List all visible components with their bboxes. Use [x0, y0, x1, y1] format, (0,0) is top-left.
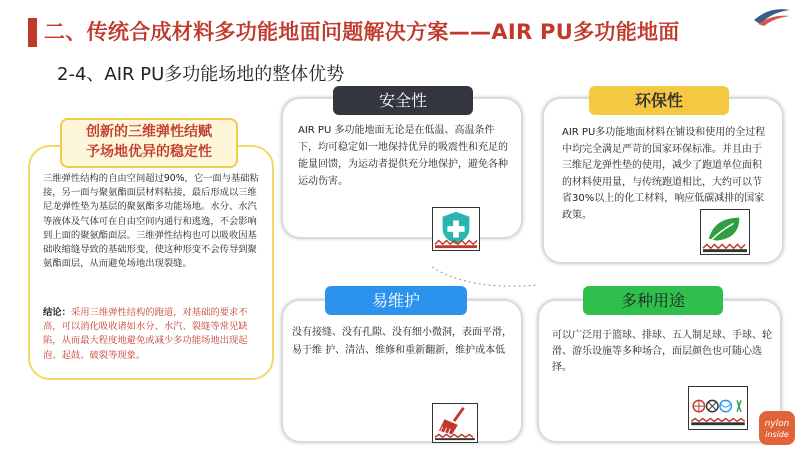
page-title: 二、传统合成材料多功能地面问题解决方案——AIR PU多功能地面: [44, 20, 680, 44]
safety-text: AIR PU 多功能地面无论是在低温、高温条件下，均可稳定如一地保持优异的吸震性和充足的能量回馈，为运动者提供充分地保护，避免各种运动伤害。: [298, 125, 508, 187]
logo-line1: nylon: [764, 419, 790, 429]
eco-tag: 环保性: [589, 86, 729, 115]
stability-conclusion: [43, 306, 265, 363]
nylon-inside-logo: [758, 410, 796, 446]
broom-icon: [432, 403, 478, 443]
stability-heading-line1: 创新的三维弹性结赋: [86, 124, 212, 140]
shield-cross-icon: [432, 207, 480, 251]
eco-text: AIR PU多功能地面材料在铺设和使用的全过程中均完全满足严苛的国家环保标准。并且由于三维尼龙弹性垫的使用，减少了跑道单位面积的材料使用量，与传统跑道相比，大约可以节省30%以上的化工材料，响应低碳减排的国家政策。: [562, 127, 766, 221]
conclusion-label: 结论: [43, 307, 62, 318]
maintenance-tag: 易维护: [325, 286, 467, 315]
stability-heading-line2: 予场地优异的稳定性: [86, 144, 212, 160]
safety-tag: 安全性: [333, 86, 473, 115]
page-subtitle: 2-4、AIR PU多功能场地的整体优势: [57, 64, 345, 85]
usage-tag: 多种用途: [583, 286, 723, 315]
maintenance-text: 没有接缝、没有孔隙、没有细小微洞，表面平滑，易于维 护、清洁、维修和重新翻新，维护成本低: [292, 327, 512, 356]
sports-balls-icon: [688, 386, 748, 430]
conclusion-text: 采用三维弹性结构的跑道，对基础的要求不高，可以消化吸收诸如水分、水汽、裂缝等常见缺陷，从而最大程度地避免或减少多功能场地出现起泡、起鼓、破裂等现象。: [43, 307, 248, 361]
title-accent-bar: [28, 18, 37, 47]
usage-text: 可以广泛用于篮球、排球、五人制足球、手球、轮滑、游乐设施等多种场合，面层颜色也可随心选择。: [552, 330, 772, 373]
stability-heading: [60, 122, 238, 162]
maintenance-card: [282, 300, 522, 442]
corner-decoration-icon: [752, 4, 792, 26]
logo-line2: inside: [765, 430, 789, 439]
conclusion-colon: ：: [61, 307, 71, 318]
leaf-icon: [700, 209, 750, 255]
stability-body-text: 三维弹性结构的自由空间超过90%，它一面与基础粘接，另一面与聚氨酯面层材料粘接，最后形成以三维尼龙弹性垫为基层的聚氨酯多功能场地。水分、水汽等液体及气体可在自由空间内通行和逃逸，不会影响到上面的聚氨酯面层。三维弹性结构也可以吸收因基础收缩缝导致的基础形变，使这种形变不会传导到聚氨酯面层，从而避免场地出现裂缝。: [43, 173, 259, 270]
